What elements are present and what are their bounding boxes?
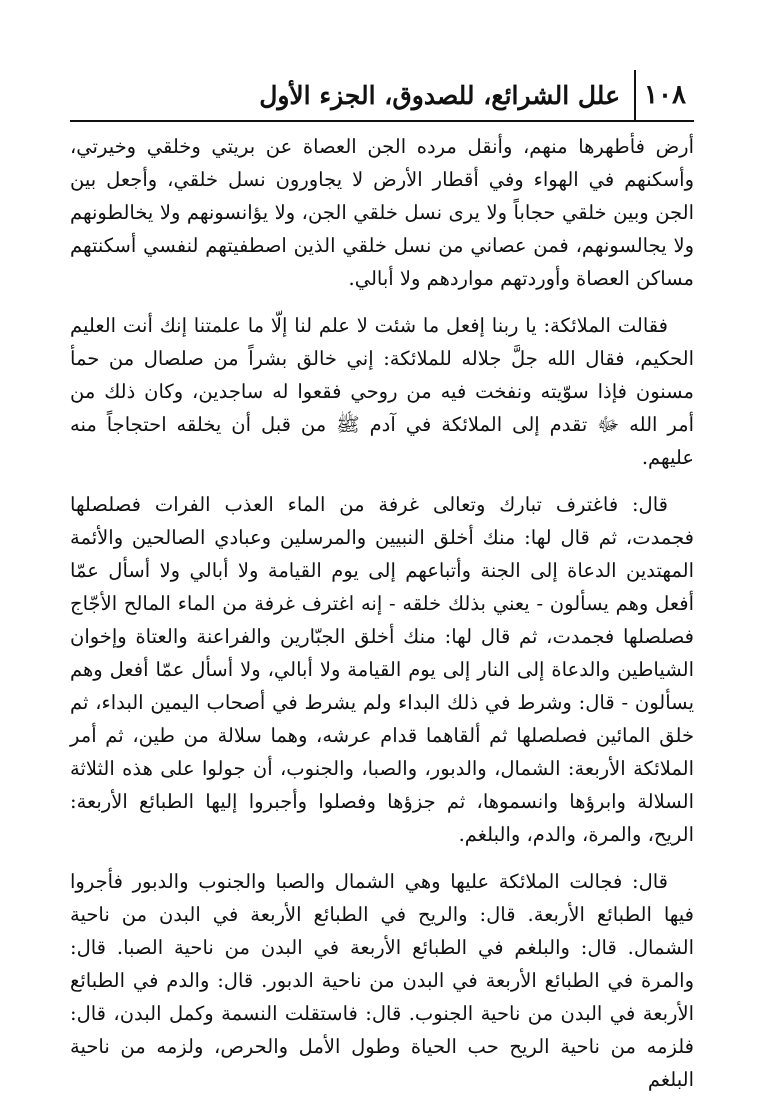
book-page: [70, 70, 694, 1110]
body-text: [70, 130, 694, 1096]
paragraph: فقالت الملائكة: يا ربنا إفعل ما شئت لا علم لنا إلّا ما علمتنا إنك أنت العليم الحكيم، فقال الله جلَّ جلاله للملائكة: إني خالق بشراً من صلصال من حمأ مسنون فإذا سوّيته ونفخت فيه من روحي فقعوا له ساجدين، وكان ذلك من أمر الله ﷻ تقدم إلى الملائكة في آدم ﷺ من قبل أن يخلقه احتجاجاً منه عليهم.: [70, 314, 694, 469]
page-header: [70, 70, 694, 122]
page-number: ١٠٨: [634, 70, 694, 120]
paragraph: قال: فاغترف تبارك وتعالى غرفة من الماء العذب الفرات فصلصلها فجمدت، ثم قال لها: منك أخلق النبيين والمرسلين وعبادي الصالحين والأئمة المهتدين الدعاة إلى الجنة وأتباعهم إلى يوم القيامة ولا أبالي ولا أسأل عمّا أفعل وهم يسألون - يعني بذلك خلقه - إنه اغترف غرفة من الماء المالح الأجّاج فصلصلها فجمدت، ثم قال لها: منك أخلق الجبّارين والفراعنة والعتاة وإخوان الشياطين والدعاة إلى النار إلى يوم القيامة ولا أبالي، ولا أسأل عمّا أفعل وهم يسألون - قال: وشرط في ذلك البداء ولم يشرط في أصحاب اليمين البداء، ثم خلق المائين فصلصلها ثم ألقاهما قدام عرشه، وهما سلالة من طين، ثم أمر الملائكة الأربعة: الشمال، والدبور، والصبا، والجنوب، أن جولوا على هذه الثلاثة السلالة وابرؤها وانسموها، ثم جزؤها وفصلوا وأجبروا إليها الطبائع الأربعة: الريح، والمرة، والدم، والبلغم.: [70, 493, 694, 846]
paragraph: أرض فأطهرها منهم، وأنقل مرده الجن العصاة عن بريتي وخلقي وخيرتي، وأسكنهم في الهواء وفي أقطار الأرض لا يجاورون نسل خلقي، وأجعل بين الجن وبين خلقي حجاباً ولا يرى نسل خلقي الجن، ولا يؤانسونهم ولا يخالطونهم ولا يجالسونهم، فمن عصاني من نسل خلقي الذين اصطفيتهم لنفسي أسكنتهم مساكن العصاة وأوردتهم مواردهم ولا أبالي.: [70, 135, 694, 290]
paragraph: قال: فجالت الملائكة عليها وهي الشمال والصبا والجنوب والدبور فأجروا فيها الطبائع الأربعة. قال: والريح في الطبائع الأربعة في البدن من ناحية الشمال. قال: والبلغم في الطبائع الأربعة في البدن من ناحية الصبا. قال: والمرة في الطبائع الأربعة في البدن من ناحية الدبور. قال: والدم في الطبائع الأربعة في البدن من ناحية الجنوب. قال: فاستقلت النسمة وكمل البدن، قال: فلزمه من ناحية الريح حب الحياة وطول الأمل والحرص، ولزمه من ناحية البلغم: [70, 870, 694, 1091]
running-title: علل الشرائع، للصدوق، الجزء الأول: [259, 81, 620, 110]
